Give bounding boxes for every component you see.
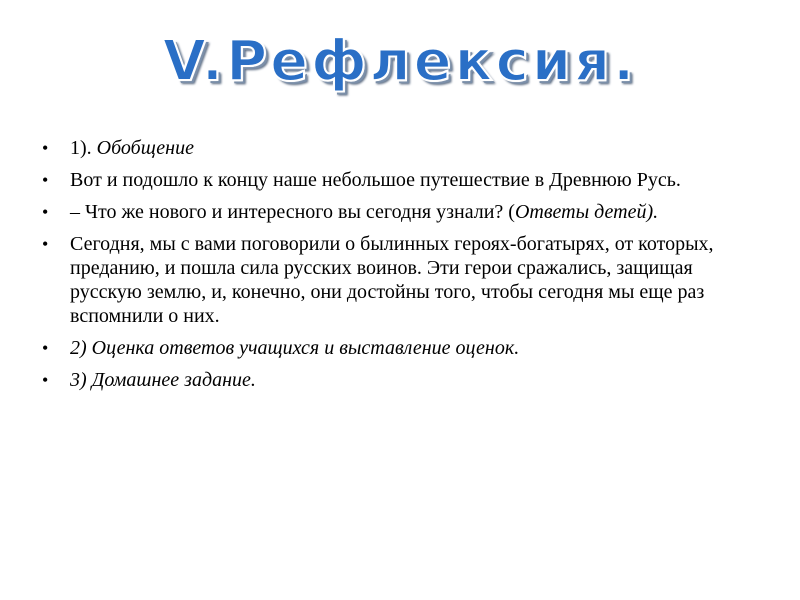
list-item-question — [38, 200, 738, 224]
bullet-list — [38, 136, 738, 400]
item-italic-text: Ответы детей). — [514, 201, 659, 223]
slide-title: V.Рефлексия. — [162, 29, 638, 94]
list-item-journey-end — [38, 168, 738, 192]
list-item-homework — [38, 368, 738, 392]
bullet-icon: • — [42, 138, 49, 158]
bullet-icon: • — [42, 338, 49, 358]
bullet-icon: • — [42, 234, 49, 254]
bullet-icon: • — [42, 202, 49, 222]
bullet-icon: • — [42, 170, 49, 190]
item-text: Сегодня, мы с вами поговорили о былинных героях-богатырях, от которых, преданию, и пошла сила русских воинов. Эти герои сражались, защищая русскую землю, и, конечно, они достойны того, чтобы сегодня мы еще раз вспомнили о них. — [70, 233, 714, 327]
item-text: Вот и подошло к концу наше небольшое путешествие в Древнюю Русь. — [70, 169, 681, 191]
item-text: – Что же нового и интересного вы сегодня узнали? ( — [70, 201, 515, 223]
list-item-grading — [38, 336, 738, 360]
bullet-icon: • — [42, 370, 49, 390]
list-item-summary — [38, 136, 738, 160]
item-italic-text: 2) Оценка ответов учащихся и выставление оценок. — [70, 337, 520, 359]
item-italic-text: 3) Домашнее задание. — [70, 369, 256, 391]
item-italic-text: Обобщение — [96, 137, 194, 159]
list-item-bogatyrs — [38, 232, 738, 328]
item-prefix: 1). — [70, 137, 97, 159]
